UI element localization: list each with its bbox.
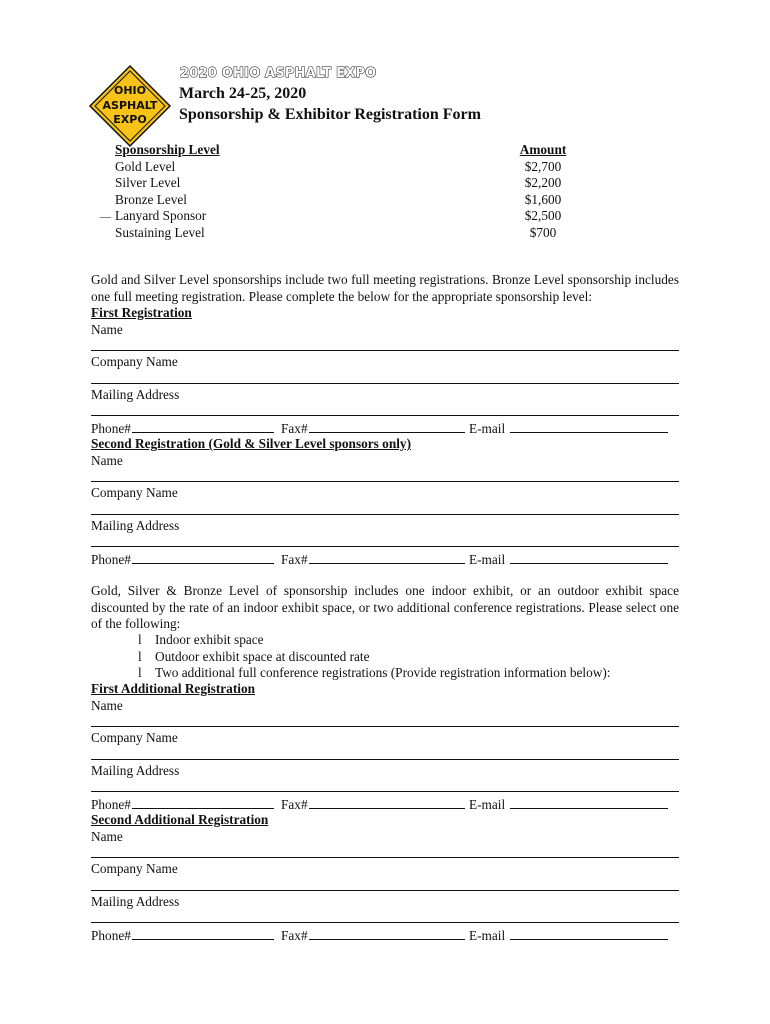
company-label: Company Name [91, 861, 178, 876]
email-label: E-mail [469, 421, 506, 436]
amount-header: Amount [519, 142, 567, 157]
contact-row [91, 420, 679, 437]
sponsorship-table [100, 142, 575, 241]
level-label: Lanyard Sponsor [115, 208, 207, 223]
ohio-asphalt-expo-logo [88, 64, 172, 148]
name-field[interactable] [91, 857, 679, 858]
level-amount: $2,500 [524, 208, 562, 223]
email-label: E-mail [469, 797, 506, 812]
exhibit-paragraph: Gold, Silver & Bronze Level of sponsorship includes one indoor exhibit, or an outdoor exhibit space discounted by the rate of an indoor exhibit space, or two additional conference registrations. Please select one of the following: [91, 583, 679, 631]
mailing-field[interactable] [91, 791, 679, 792]
sponsorship-row-bronze[interactable] [115, 192, 575, 209]
company-field[interactable] [91, 759, 679, 760]
name-label: Name [91, 698, 123, 713]
name-field[interactable] [91, 350, 679, 351]
contact-row [91, 927, 679, 944]
fax-label: Fax# [281, 797, 308, 812]
company-field[interactable] [91, 890, 679, 891]
company-field[interactable] [91, 514, 679, 515]
company-field[interactable] [91, 383, 679, 384]
sponsorship-row-lanyard[interactable] [100, 208, 575, 225]
sponsorship-row-silver[interactable] [115, 175, 575, 192]
option-bullet-icon: l [138, 632, 142, 647]
intro-paragraph: Gold and Silver Level sponsorships include two full meeting registrations. Bronze Level sponsorship includes one full meeting registration. Please complete the below for the appropriate sponsorship level: [91, 272, 679, 304]
sponsorship-row-sustaining[interactable] [115, 225, 575, 242]
mailing-label: Mailing Address [91, 894, 180, 909]
sponsorship-row-gold[interactable] [115, 159, 575, 176]
level-amount: $2,200 [524, 175, 562, 190]
phone-label: Phone# [91, 421, 131, 436]
name-field[interactable] [91, 726, 679, 727]
mailing-field[interactable] [91, 922, 679, 923]
first-registration-heading: First Registration [91, 305, 192, 320]
sponsorship-level-header: Sponsorship Level [115, 142, 220, 157]
contact-row [91, 551, 679, 568]
second-additional-heading: Second Additional Registration [91, 812, 269, 827]
mailing-label: Mailing Address [91, 518, 180, 533]
level-amount: $700 [529, 224, 557, 240]
fax-label: Fax# [281, 421, 308, 436]
phone-field[interactable] [132, 927, 274, 940]
level-amount: $2,700 [524, 158, 562, 174]
mailing-field[interactable] [91, 546, 679, 547]
svg-text:OHIO: OHIO [113, 84, 147, 97]
mailing-label: Mailing Address [91, 387, 180, 402]
option-label: Indoor exhibit space [155, 632, 264, 647]
email-field[interactable] [510, 927, 668, 940]
level-label: Bronze Level [115, 191, 187, 207]
level-amount: $1,600 [524, 191, 562, 207]
option-label: Two additional full conference registrations (Provide registration information below): [155, 665, 611, 680]
email-field[interactable] [510, 796, 668, 809]
first-additional-heading: First Additional Registration [91, 681, 255, 696]
phone-field[interactable] [132, 420, 274, 433]
name-label: Name [91, 322, 123, 337]
phone-label: Phone# [91, 928, 131, 943]
fax-field[interactable] [309, 927, 465, 940]
level-label: Sustaining Level [115, 224, 205, 240]
fax-label: Fax# [281, 928, 308, 943]
second-registration-heading: Second Registration (Gold & Silver Level sponsors only) [91, 436, 411, 451]
company-label: Company Name [91, 485, 178, 500]
name-label: Name [91, 453, 123, 468]
contact-row [91, 796, 679, 813]
svg-text:ASPHALT: ASPHALT [102, 99, 158, 112]
email-label: E-mail [469, 928, 506, 943]
company-label: Company Name [91, 730, 178, 745]
fax-field[interactable] [309, 796, 465, 809]
fax-field[interactable] [309, 420, 465, 433]
checkbox-mark-icon[interactable]: — [100, 211, 111, 223]
phone-label: Phone# [91, 797, 131, 812]
name-label: Name [91, 829, 123, 844]
email-field[interactable] [510, 420, 668, 433]
level-label: Gold Level [115, 158, 176, 174]
mailing-label: Mailing Address [91, 763, 180, 778]
phone-label: Phone# [91, 552, 131, 567]
fax-field[interactable] [309, 551, 465, 564]
company-label: Company Name [91, 354, 178, 369]
fax-label: Fax# [281, 552, 308, 567]
level-label: Silver Level [115, 175, 181, 190]
option-bullet-icon: l [138, 649, 142, 664]
form-title: Sponsorship & Exhibitor Registration Form [179, 106, 481, 123]
option-label: Outdoor exhibit space at discounted rate [155, 649, 370, 664]
email-label: E-mail [469, 552, 506, 567]
email-field[interactable] [510, 551, 668, 564]
mailing-field[interactable] [91, 415, 679, 416]
phone-field[interactable] [132, 796, 274, 809]
phone-field[interactable] [132, 551, 274, 564]
expo-title: 2020 OHIO ASPHALT EXPO [180, 66, 377, 81]
option-bullet-icon: l [138, 665, 142, 680]
svg-text:EXPO: EXPO [113, 113, 147, 126]
event-date: March 24-25, 2020 [179, 85, 307, 102]
name-field[interactable] [91, 481, 679, 482]
